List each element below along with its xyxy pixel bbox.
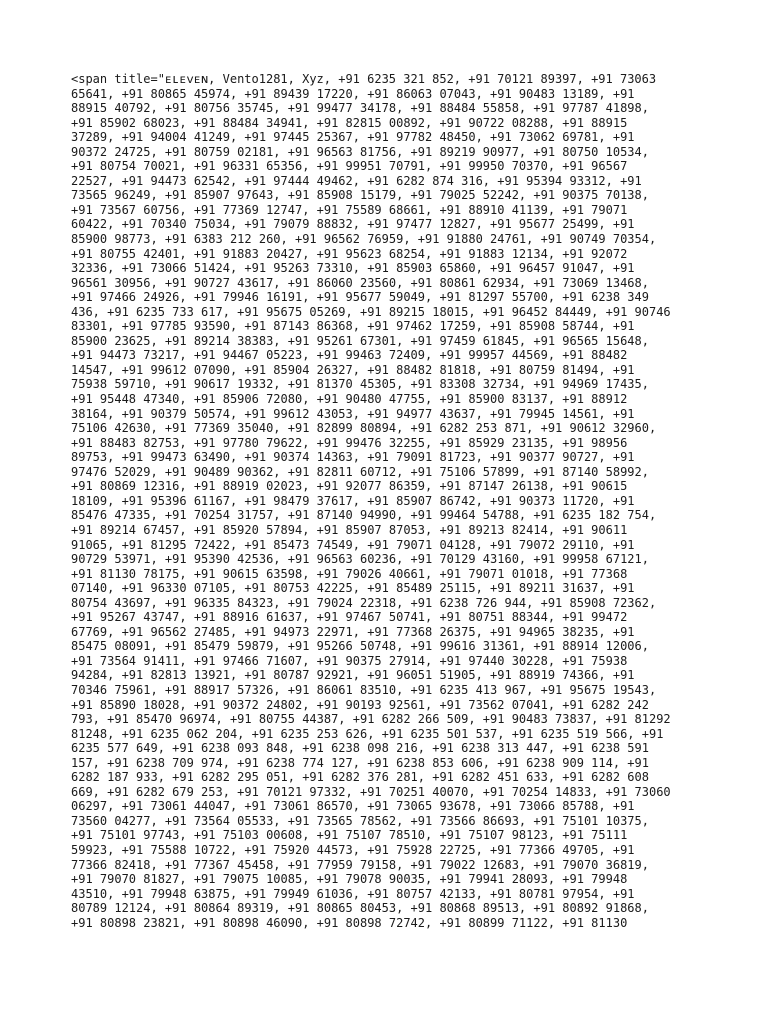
text-line: 793, +91 85470 96974, +91 80755 44387, +91 6282 266 509, +91 90483 73837, +91 81292 [71, 712, 671, 727]
text-line: 81248, +91 6235 062 204, +91 6235 253 626, +91 6235 501 537, +91 6235 519 566, +91 [71, 726, 664, 741]
text-line: 75938 59710, +91 90617 19332, +91 81370 45305, +91 83308 32734, +91 94969 17435, [71, 377, 649, 392]
phone-list-text [71, 72, 731, 930]
text-line: 96561 30956, +91 90727 43617, +91 86060 23560, +91 80861 62934, +91 73069 13468, [71, 275, 649, 290]
text-line: +91 94473 73217, +91 94467 05223, +91 99463 72409, +91 99957 44569, +91 88482 [71, 348, 628, 363]
text-line: 85900 23625, +91 89214 38383, +91 95261 67301, +91 97459 61845, +91 96565 15648, [71, 333, 649, 348]
text-line: 59923, +91 75588 10722, +91 75920 44573, +91 75928 22725, +91 77366 49705, +91 [71, 842, 635, 857]
text-line: 6282 187 933, +91 6282 295 051, +91 6282 376 281, +91 6282 451 633, +91 6282 608 [71, 770, 649, 785]
text-line: 18109, +91 95396 61167, +91 98479 37617, +91 85907 86742, +91 90373 11720, +91 [71, 493, 635, 508]
text-line: 88915 40792, +91 80756 35745, +91 99477 34178, +91 88484 55858, +91 97787 41898, [71, 101, 649, 116]
text-line: 80789 12124, +91 80864 89319, +91 80865 80453, +91 80868 89513, +91 80892 91868, [71, 901, 649, 916]
text-line: 65641, +91 80865 45974, +91 89439 17220, +91 86063 07043, +91 90483 13189, +91 [71, 86, 635, 101]
text-line: 669, +91 6282 679 253, +91 70121 97332, +91 70251 40070, +91 70254 14833, +91 73060 [71, 784, 671, 799]
text-line: 32336, +91 73066 51424, +91 95263 73310, +91 85903 65860, +91 96457 91047, +91 [71, 261, 635, 276]
text-line: +91 95448 47340, +91 85906 72080, +91 90480 47755, +91 85900 83137, +91 88912 [71, 392, 628, 407]
text-line: 07140, +91 96330 07105, +91 80753 42225, +91 85489 25115, +91 89211 31637, +91 [71, 581, 635, 596]
text-line: +91 97466 24926, +91 79946 16191, +91 95677 59049, +91 81297 55700, +91 6238 349 [71, 290, 649, 305]
text-line: +91 73567 60756, +91 77369 12747, +91 75589 68661, +91 88910 41139, +91 79071 [71, 202, 628, 217]
text-line: 67769, +91 96562 27485, +91 94973 22971, +91 77368 26375, +91 94965 38235, +91 [71, 624, 635, 639]
text-line: 91065, +91 81295 72422, +91 85473 74549, +91 79071 04128, +91 79072 29110, +91 [71, 537, 635, 552]
text-line: +91 95267 43747, +91 88916 61637, +91 97467 50741, +91 80751 88344, +91 99472 [71, 610, 628, 625]
text-line: +91 80869 12316, +91 88919 02023, +91 92077 86359, +91 87147 26138, +91 90615 [71, 479, 628, 494]
text-line: +91 80755 42401, +91 91883 20427, +91 95623 68254, +91 91883 12134, +91 92072 [71, 246, 628, 261]
text-line: +91 80754 70021, +91 96331 65356, +91 99951 70791, +91 99950 70370, +91 96567 [71, 159, 628, 174]
text-line: +91 88483 82753, +91 97780 79622, +91 99476 32255, +91 85929 23135, +91 98956 [71, 435, 628, 450]
text-line: 43510, +91 79948 63875, +91 79949 61036, +91 80757 42133, +91 80781 97954, +91 [71, 886, 635, 901]
text-line: 436, +91 6235 733 617, +91 95675 05269, +91 89215 18015, +91 96452 84449, +91 90746 [71, 304, 671, 319]
text-line: +91 89214 67457, +91 85920 57894, +91 85907 87053, +91 89213 82414, +91 90611 [71, 522, 628, 537]
text-line: 90729 53971, +91 95390 42536, +91 96563 60236, +91 70129 43160, +91 99958 67121, [71, 552, 649, 567]
text-line: 38164, +91 90379 50574, +91 99612 43053, +91 94977 43637, +91 79945 14561, +91 [71, 406, 635, 421]
text-line: 94284, +91 82813 13921, +91 80787 92921, +91 96051 51905, +91 88919 74366, +91 [71, 668, 635, 683]
text-line: 22527, +91 94473 62542, +91 97444 49462, +91 6282 874 316, +91 95394 93312, +91 [71, 173, 642, 188]
text-line: 80754 43697, +91 96335 84323, +91 79024 22318, +91 6238 726 944, +91 85908 72362, [71, 595, 657, 610]
text-line: 06297, +91 73061 44047, +91 73061 86570, +91 73065 93678, +91 73066 85788, +91 [71, 799, 635, 814]
text-line: 60422, +91 70340 75034, +91 79079 88832, +91 97477 12827, +91 95677 25499, +91 [71, 217, 635, 232]
text-line: +91 80898 23821, +91 80898 46090, +91 80898 72742, +91 80899 71122, +91 81130 [71, 915, 628, 930]
text-line: 73560 04277, +91 73564 05533, +91 73565 78562, +91 73566 86693, +91 75101 10375, [71, 813, 649, 828]
text-line: +91 75101 97743, +91 75103 00608, +91 75107 78510, +91 75107 98123, +91 75111 [71, 828, 628, 843]
text-line: 85476 47335, +91 70254 31757, +91 87140 94990, +91 99464 54788, +91 6235 182 754, [71, 508, 657, 523]
text-line: 77366 82418, +91 77367 45458, +91 77959 79158, +91 79022 12683, +91 79070 36819, [71, 857, 649, 872]
text-line: 6235 577 649, +91 6238 093 848, +91 6238 098 216, +91 6238 313 447, +91 6238 591 [71, 741, 649, 756]
text-line: +91 73564 91411, +91 97466 71607, +91 90375 27914, +91 97440 30228, +91 75938 [71, 653, 628, 668]
text-line: 14547, +91 99612 07090, +91 85904 26327, +91 88482 81818, +91 80759 81494, +91 [71, 362, 635, 377]
text-line: 157, +91 6238 709 974, +91 6238 774 127, +91 6238 853 606, +91 6238 909 114, +91 [71, 755, 649, 770]
text-line: <span title="ᴇʟᴇᴠᴇɴ, Vento1281, Xyz, +91 6235 321 852, +91 70121 89397, +91 73063 [71, 72, 657, 86]
text-line: 89753, +91 99473 63490, +91 90374 14363, +91 79091 81723, +91 90377 90727, +91 [71, 450, 635, 465]
text-line: +91 85902 68023, +91 88484 34941, +91 82815 00892, +91 90722 08288, +91 88915 [71, 115, 628, 130]
text-line: 85900 98773, +91 6383 212 260, +91 96562 76959, +91 91880 24761, +91 90749 70354, [71, 232, 657, 247]
text-line: 97476 52029, +91 90489 90362, +91 82811 60712, +91 75106 57899, +91 87140 58992, [71, 464, 649, 479]
text-line: 75106 42630, +91 77369 35040, +91 82899 80894, +91 6282 253 871, +91 90612 32960, [71, 421, 657, 436]
text-line: +91 85890 18028, +91 90372 24802, +91 90193 92561, +91 73562 07041, +91 6282 242 [71, 697, 649, 712]
text-line: +91 81130 78175, +91 90615 63598, +91 79026 40661, +91 79071 01018, +91 77368 [71, 566, 628, 581]
text-line: 90372 24725, +91 80759 02181, +91 96563 81756, +91 89219 90977, +91 80750 10534, [71, 144, 649, 159]
text-line: 70346 75961, +91 88917 57326, +91 86061 83510, +91 6235 413 967, +91 95675 19543, [71, 682, 657, 697]
text-line: 83301, +91 97785 93590, +91 87143 86368, +91 97462 17259, +91 85908 58744, +91 [71, 319, 635, 334]
text-line: +91 79070 81827, +91 79075 10085, +91 79078 90035, +91 79941 28093, +91 79948 [71, 872, 628, 887]
text-line: 37289, +91 94004 41249, +91 97445 25367, +91 97782 48450, +91 73062 69781, +91 [71, 130, 635, 145]
text-line: 73565 96249, +91 85907 97643, +91 85908 15179, +91 79025 52242, +91 90375 70138, [71, 188, 649, 203]
text-line: 85475 08091, +91 85479 59879, +91 95266 50748, +91 99616 31361, +91 88914 12006, [71, 639, 649, 654]
